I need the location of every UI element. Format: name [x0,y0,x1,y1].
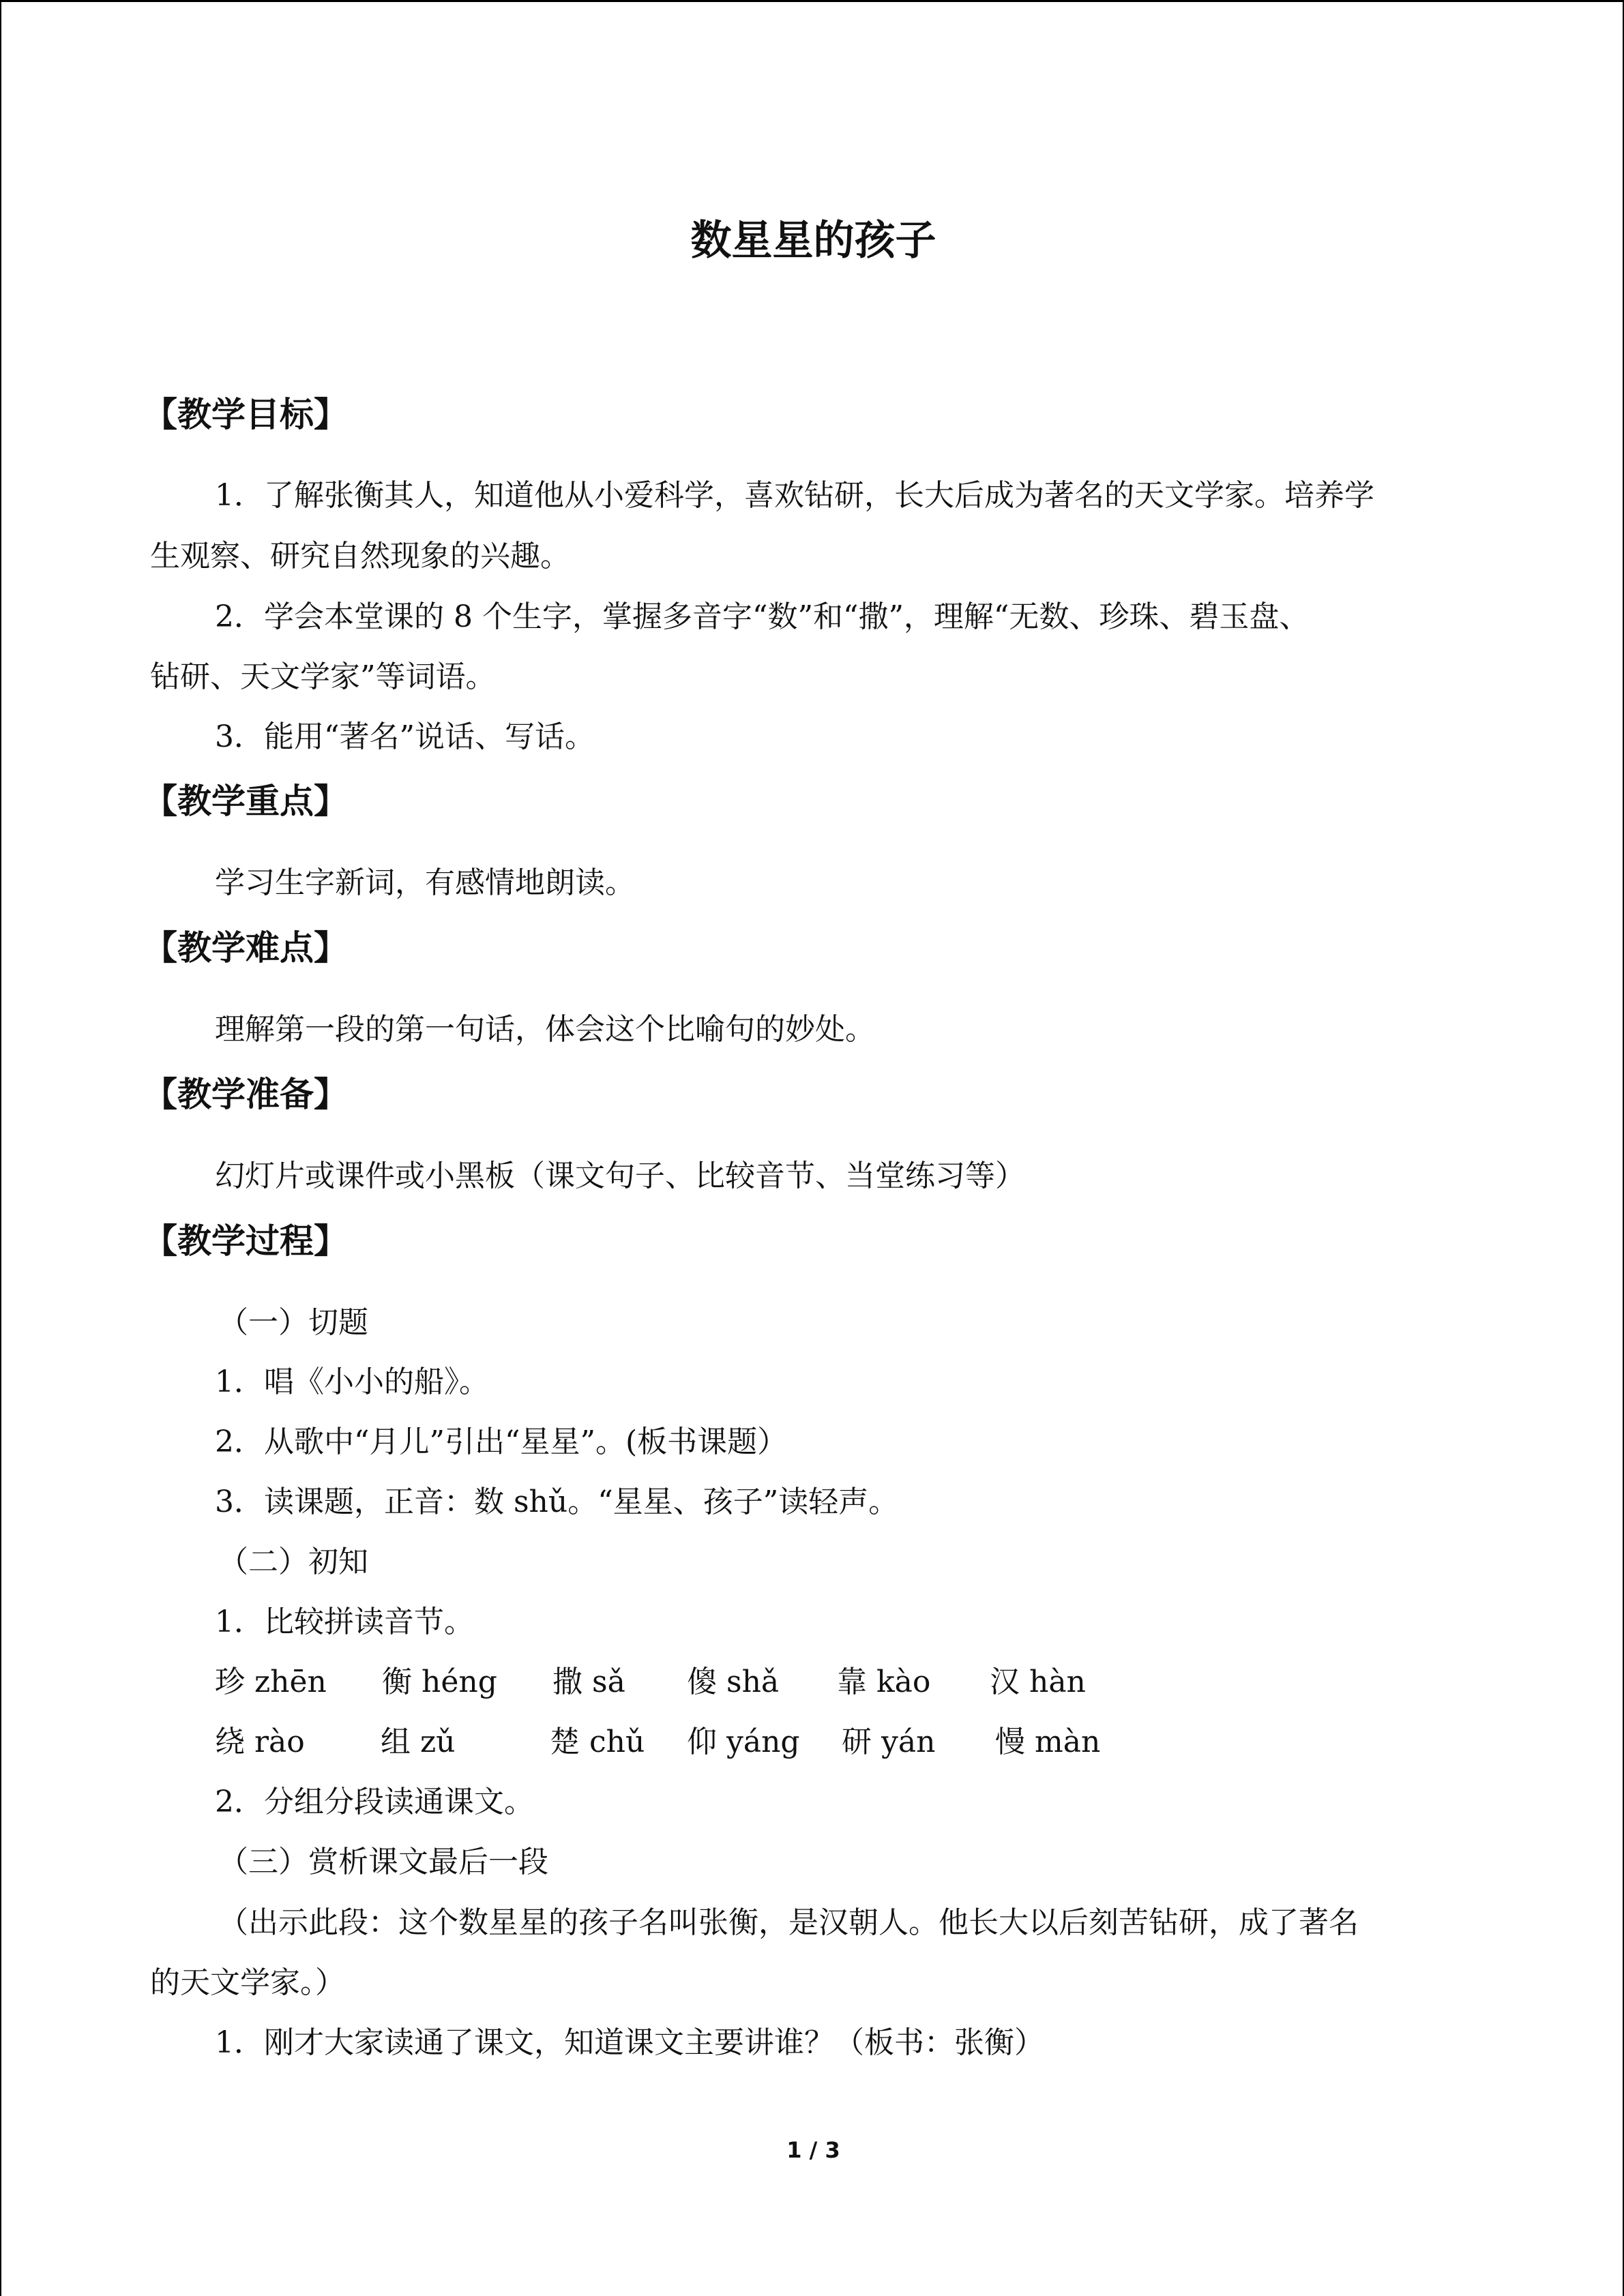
pinyin-item: 靠 kào [837,1665,931,1699]
section-heading-process: 【教学过程】 [143,1221,348,1261]
pinyin-item: 傻 shǎ [687,1665,780,1699]
paragraph-line: 钻研、天文学家”等词语。 [150,659,496,694]
section-heading-prep: 【教学准备】 [143,1075,348,1114]
paragraph-line: 2．学会本堂课的 8 个生字，掌握多音字“数”和“撒”，理解“无数、珍珠、碧玉盘、 [215,599,1310,634]
paragraph-line: 学习生字新词，有感情地朗读。 [215,865,635,900]
pinyin-item: 研 yán [842,1725,936,1759]
paragraph-line: 生观察、研究自然现象的兴趣。 [150,539,570,573]
pinyin-item: 组 zǔ [381,1725,456,1759]
paragraph-line: 幻灯片或课件或小黑板（课文句子、比较音节、当堂练习等） [215,1159,1025,1193]
page-number: 1 / 3 [786,2137,840,2163]
paragraph-line: 1．比较拼读音节。 [215,1605,474,1639]
paragraph-line: （出示此段：这个数星星的孩子名叫张衡，是汉朝人。他长大以后刻苦钻研，成了著名 [218,1905,1359,1940]
paragraph-line: 3．能用“著名”说话、写话。 [215,719,595,754]
pinyin-item: 仰 yáng [687,1725,800,1759]
pinyin-item: 衡 héng [382,1665,497,1699]
pinyin-item: 撒 sǎ [552,1665,625,1699]
pinyin-item: 汉 hàn [990,1665,1086,1699]
section-heading-difficult: 【教学难点】 [143,928,348,968]
paragraph-line: 的天文学家。） [150,1965,345,2000]
pinyin-item: 珍 zhēn [215,1665,327,1699]
paragraph-line: （三）赏析课文最后一段 [218,1845,548,1879]
document-title: 数星星的孩子 [690,217,936,265]
paragraph-line: 2．从歌中“月儿”引出“星星”。(板书课题） [215,1425,788,1459]
paragraph-line: （一）切题 [218,1305,368,1340]
pinyin-item: 慢 màn [995,1725,1101,1759]
pinyin-item: 楚 chǔ [550,1725,645,1759]
paragraph-line: 1．唱《小小的船》。 [215,1365,489,1399]
paragraph-line: 1．刚才大家读通了课文，知道课文主要讲谁？（板书：张衡） [215,2025,1044,2060]
paragraph-line: 1．了解张衡其人，知道他从小爱科学，喜欢钻研，长大后成为著名的天文学家。培养学 [215,478,1374,513]
section-heading-goals: 【教学目标】 [143,395,348,434]
pinyin-item: 绕 rào [215,1725,305,1759]
section-heading-key: 【教学重点】 [143,781,348,821]
paragraph-line: 理解第一段的第一句话，体会这个比喻句的妙处。 [215,1012,875,1047]
paragraph-line: 2．分组分段读通课文。 [215,1785,534,1819]
paragraph-line: 3．读课题，正音：数 shǔ。“星星、孩子”读轻声。 [215,1485,899,1519]
paragraph-line: （二）初知 [218,1545,368,1579]
